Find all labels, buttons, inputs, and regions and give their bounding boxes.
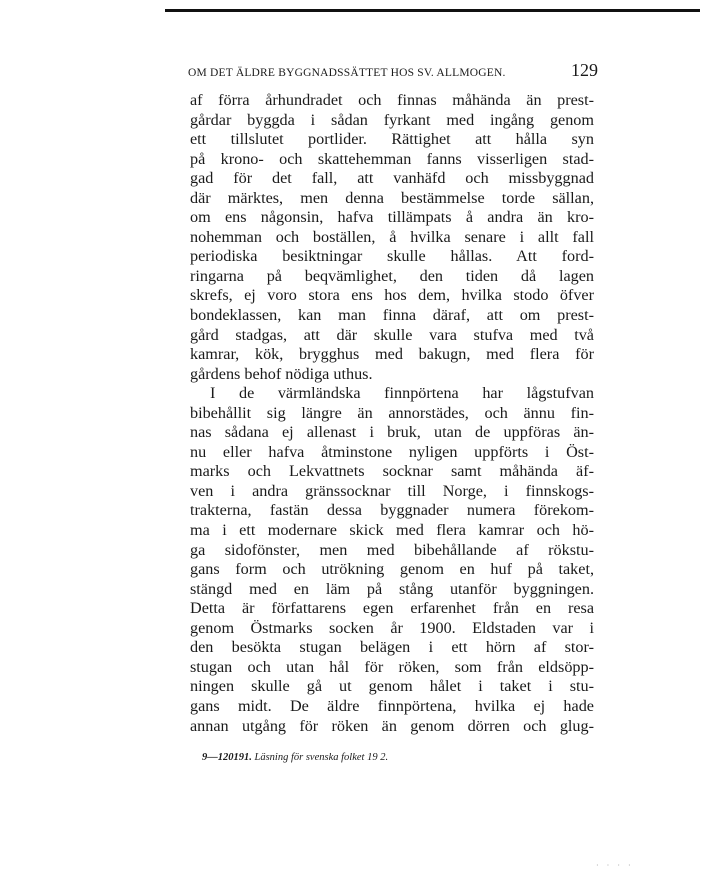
body-text: [190, 91, 594, 736]
text-line: ma i ett modernare skick med flera kamrar och hö-: [190, 521, 594, 540]
text-line: Detta är författarens egen erfarenhet från en resa: [190, 599, 594, 618]
top-rule: [165, 9, 700, 12]
printer-footer: [202, 752, 388, 763]
text-line: marks och Lekvattnets socknar samt måhända äf-: [190, 462, 594, 481]
text-line: af förra århundradet och finnas måhända än prest-: [190, 91, 594, 109]
signature-mark: 9—120191.: [202, 752, 252, 763]
text-line: där märktes, men denna bestämmelse torde sällan,: [190, 188, 594, 207]
paragraph-start-line: I de värmländska finnpörtena har lågstufvan: [210, 384, 594, 403]
text-line: bibehållit sig längre än annorstädes, och ännu fin-: [190, 403, 594, 422]
text-line: trakterna, fastän dessa byggnader numera förekom-: [190, 501, 594, 520]
text-line: ringarna på beqvämlighet, den tiden då lagen: [190, 266, 594, 285]
text-line: annan utgång för röken än genom dörren och glug-: [190, 716, 594, 735]
text-line: om ens någonsin, hafva tillämpats å andra än kro-: [190, 208, 594, 227]
text-line: nohemman och boställen, å hvilka senare i allt fall: [190, 227, 594, 246]
text-line: gårdar byggda i sådan fyrkant med ingång genom: [190, 110, 594, 129]
scan-speck-decoration: · · · ·: [596, 861, 634, 870]
text-line: på krono- och skattehemman fanns visserligen stad-: [190, 149, 594, 168]
text-line: den besökta stugan belägen i ett hörn af stor-: [190, 638, 594, 657]
paragraph-end-line: gårdens behof nödiga uthus.: [190, 364, 373, 383]
running-title: OM DET ÄLDRE BYGGNADSSÄTTET HOS SV. ALLMOGEN.: [188, 67, 506, 79]
text-line: ga sidofönster, men med bibehållande af rökstu-: [190, 540, 594, 559]
footer-source: Läsning för svenska folket 19 2.: [254, 752, 389, 763]
text-line: stängd med en läm på stång utanför byggningen.: [190, 579, 594, 598]
text-line: ven i andra gränssocknar till Norge, i finnskogs-: [190, 481, 594, 500]
page-number: 129: [571, 60, 598, 80]
text-line: gård stadgas, att där skulle vara stufva med två: [190, 325, 594, 344]
text-line: stugan och utan hål för röken, som från eldsöpp-: [190, 657, 594, 676]
text-line: bondeklassen, kan man finna däraf, att om prest-: [190, 306, 594, 325]
text-line: genom Östmarks socken år 1900. Eldstaden var i: [190, 618, 594, 637]
text-line: ningen skulle gå ut genom hålet i taket i stu-: [190, 677, 594, 696]
text-line: gad för det fall, att vanhäfd och missbyggnad: [190, 169, 594, 188]
running-head: [188, 60, 598, 84]
text-line: gans midt. De äldre finnpörtena, hvilka ej hade: [190, 696, 594, 715]
text-line: gans form och utrökning genom en huf på taket,: [190, 560, 594, 579]
text-line: ett tillslutet portlider. Rättighet att hålla syn: [190, 130, 594, 149]
text-line: nu eller hafva åtminstone nyligen uppförts i Öst-: [190, 442, 594, 461]
text-line: periodiska besiktningar skulle hållas. Att ford-: [190, 247, 594, 266]
text-line: nas sådana ej allenast i bruk, utan de uppföras än-: [190, 423, 594, 442]
text-line: skrefs, ej voro stora ens hos dem, hvilka stodo öfver: [190, 286, 594, 305]
text-line: kamrar, kök, brygghus med bakugn, med flera för: [190, 345, 594, 364]
